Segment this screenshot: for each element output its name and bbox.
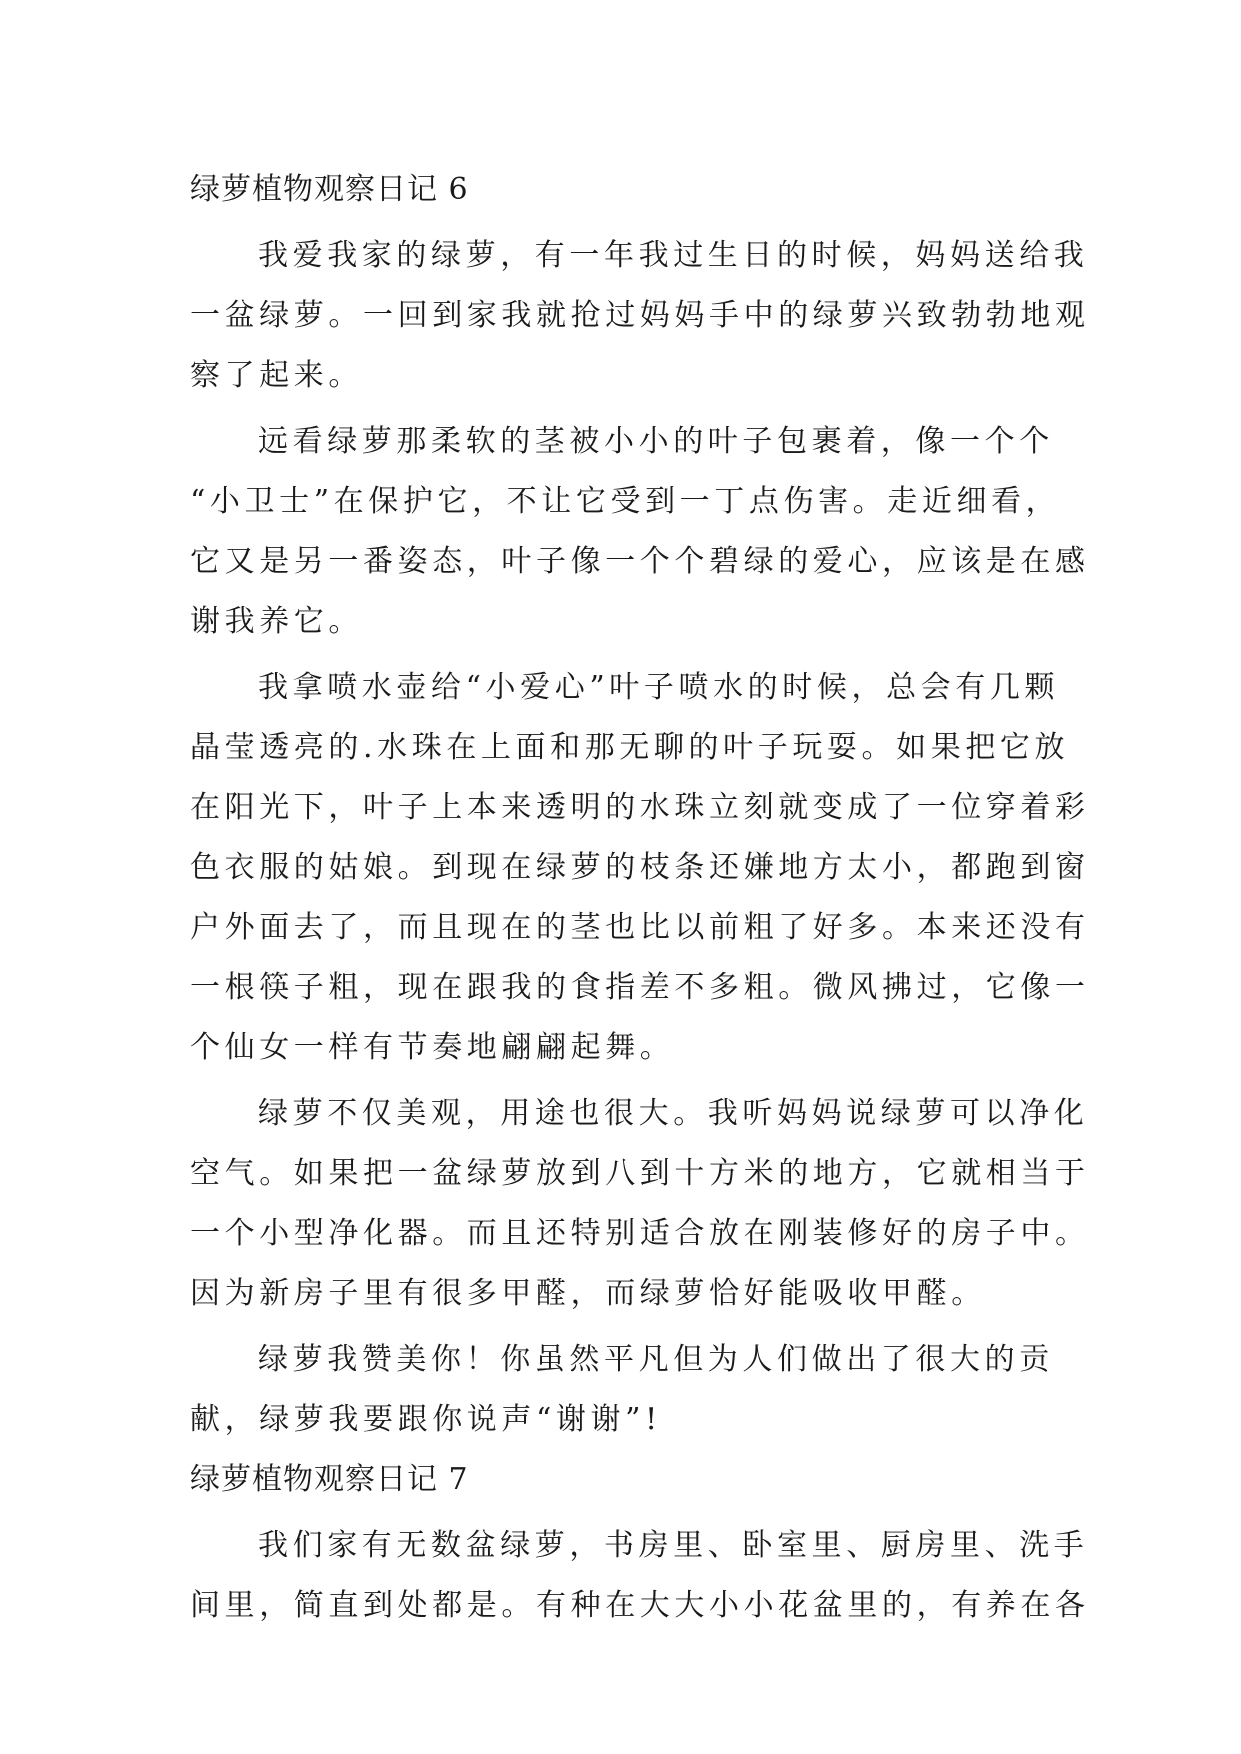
paragraph xyxy=(190,1084,1090,1324)
paragraph-line: 一盆绿萝。一回到家我就抢过妈妈手中的绿萝兴致勃勃地观 xyxy=(190,298,1090,333)
paragraph xyxy=(190,658,1090,1078)
paragraph-line: 我们家有无数盆绿萝，书房里、卧室里、厨房里、洗手 xyxy=(258,1528,1089,1563)
paragraph-line: 绿萝不仅美观，用途也很大。我听妈妈说绿萝可以净化 xyxy=(258,1096,1089,1131)
paragraph-line: 我爱我家的绿萝，有一年我过生日的时候，妈妈送给我 xyxy=(258,238,1089,273)
paragraph-line: 绿萝我赞美你！你虽然平凡但为人们做出了很大的贡 xyxy=(258,1342,1054,1377)
diary-entry-6 xyxy=(190,160,1090,1450)
paragraph xyxy=(190,1516,1090,1636)
paragraph-line: 户外面去了，而且现在的茎也比以前粗了好多。本来还没有 xyxy=(190,910,1090,945)
section-title: 绿萝植物观察日记 6 xyxy=(190,172,469,207)
paragraph-line: 间里，简直到处都是。有种在大大小小花盆里的，有养在各 xyxy=(190,1588,1090,1623)
paragraph-line: 一个小型净化器。而且还特别适合放在刚装修好的房子中。 xyxy=(190,1216,1090,1251)
paragraph-line: 个仙女一样有节奏地翩翩起舞。 xyxy=(190,1030,675,1065)
paragraph-line: “小卫士”在保护它，不让它受到一丁点伤害。走近细看， xyxy=(190,484,1061,519)
diary-entry-7 xyxy=(190,1450,1090,1636)
section-title: 绿萝植物观察日记 7 xyxy=(190,1462,469,1497)
paragraph-line: 谢我养它。 xyxy=(190,604,363,639)
paragraph-line: 远看绿萝那柔软的茎被小小的叶子包裹着，像一个个 xyxy=(258,424,1054,459)
paragraph-line: 一根筷子粗，现在跟我的食指差不多粗。微风拂过，它像一 xyxy=(190,970,1090,1005)
paragraph-line: 我拿喷水壶给“小爱心”叶子喷水的时候，总会有几颗 xyxy=(258,670,1060,705)
paragraph-line: 在阳光下，叶子上本来透明的水珠立刻就变成了一位穿着彩 xyxy=(190,790,1090,825)
document-content xyxy=(190,160,1090,1636)
paragraph-line: 晶莹透亮的.水珠在上面和那无聊的叶子玩耍。如果把它放 xyxy=(190,730,1070,765)
paragraph xyxy=(190,412,1090,652)
paragraph xyxy=(190,226,1090,406)
paragraph-line: 空气。如果把一盆绿萝放到八到十方米的地方，它就相当于 xyxy=(190,1156,1090,1191)
paragraph-line: 色衣服的姑娘。到现在绿萝的枝条还嫌地方太小，都跑到窗 xyxy=(190,850,1090,885)
paragraph-line: 献，绿萝我要跟你说声“谢谢”! xyxy=(190,1402,662,1437)
paragraph-line: 因为新房子里有很多甲醛，而绿萝恰好能吸收甲醛。 xyxy=(190,1276,986,1311)
paragraph-line: 察了起来。 xyxy=(190,358,363,393)
paragraph-line: 它又是另一番姿态，叶子像一个个碧绿的爱心，应该是在感 xyxy=(190,544,1090,579)
paragraph xyxy=(190,1330,1054,1450)
